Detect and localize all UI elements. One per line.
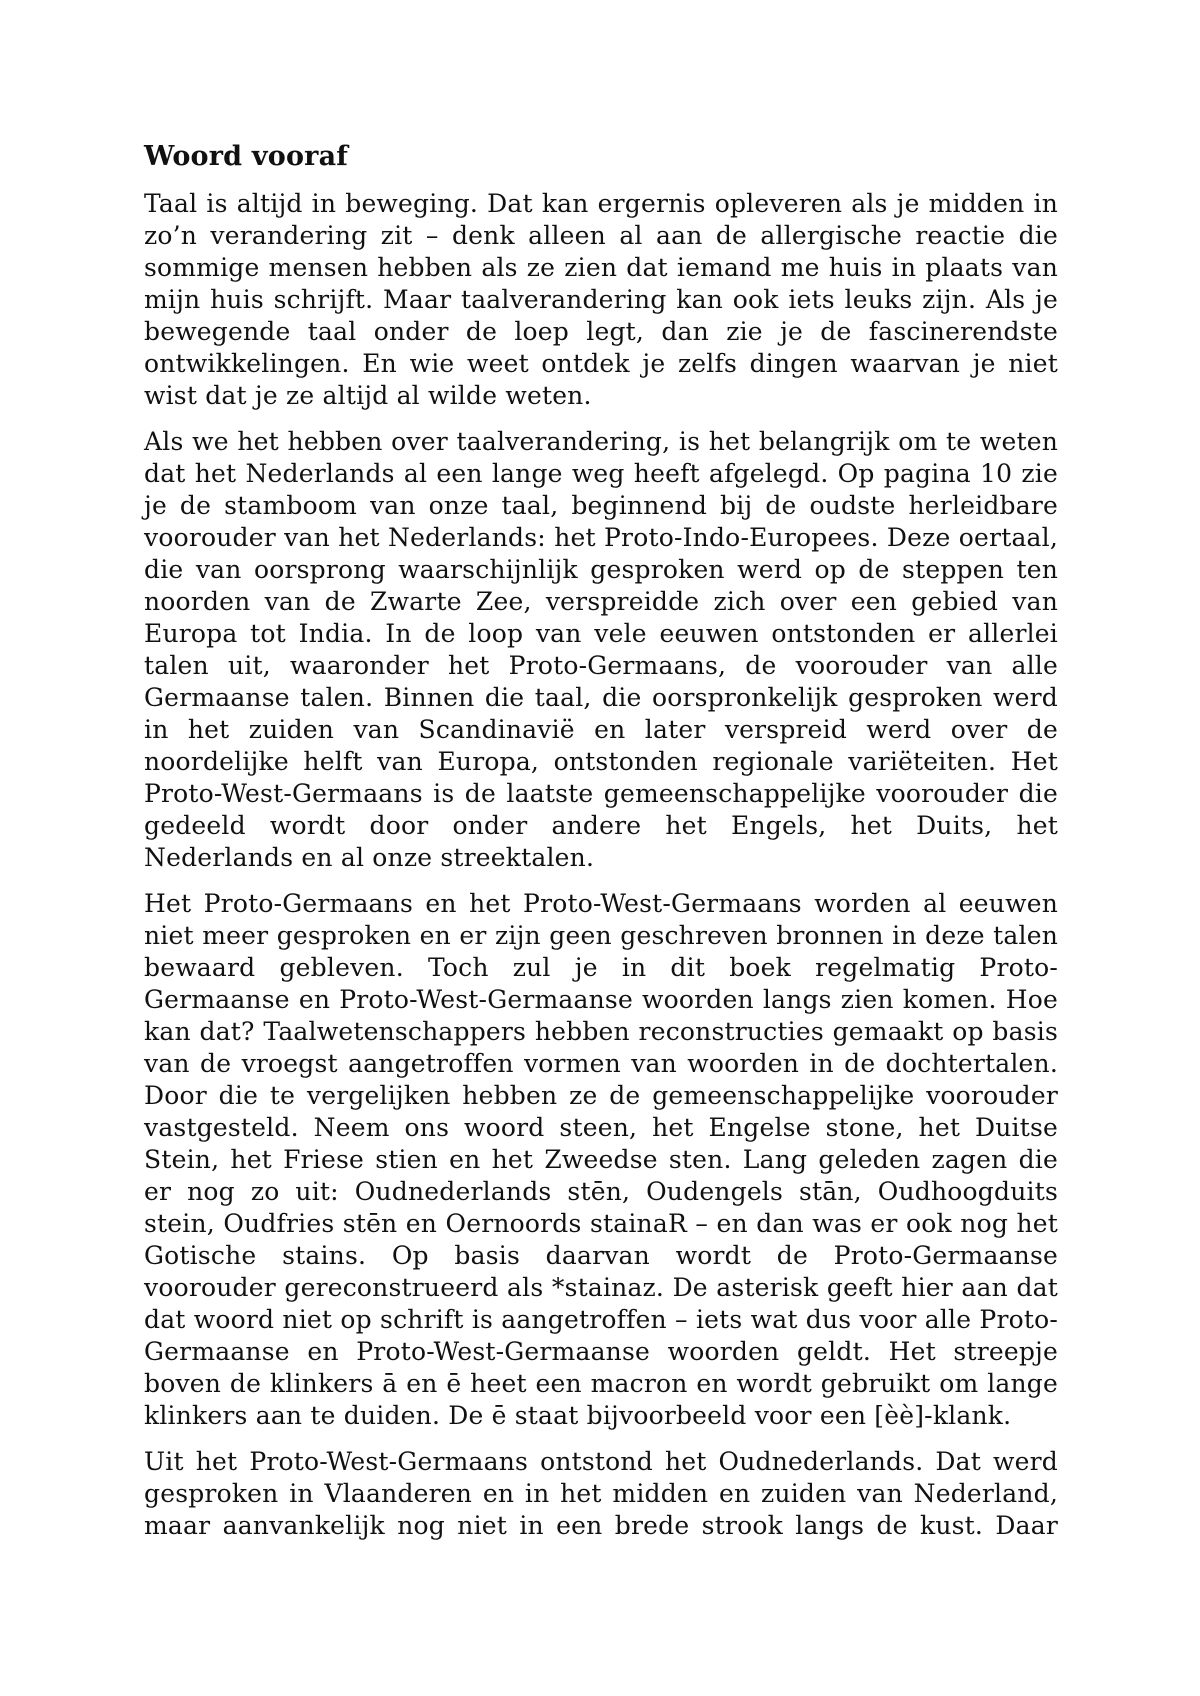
section-heading: Woord vooraf [144,141,349,172]
page-content [144,140,1058,1556]
paragraph: Taal is altijd in beweging. Dat kan ergernis opleveren als je midden in zo’n verandering zit – denk alleen al aan de allergische reactie die sommige mensen hebben als ze zien dat iemand me huis in plaats van mijn huis schrijft. Maar taalverandering kan ook iets leuks zijn. Als je bewegende taal onder de loep legt, dan zie je de fascinerendste ontwikkelingen. En wie weet ontdek je zelfs dingen waarvan je niet wist dat je ze altijd al wilde weten. [144,189,1058,410]
paragraph: Uit het Proto-West-Germaans ontstond het Oudnederlands. Dat werd gesproken in Vlaanderen en in het midden en zuiden van Nederland, maar aanvankelijk nog niet in een brede strook langs de kust. Daar [144,1447,1058,1540]
paragraph: Het Proto-Germaans en het Proto-West-Germaans worden al eeuwen niet meer gesproken en er zijn geen geschreven bronnen in deze talen bewaard gebleven. Toch zul je in dit boek regelmatig Proto-Germaanse en Proto-West-Germaanse woorden langs zien komen. Hoe kan dat? Taalwetenschappers hebben reconstructies gemaakt op basis van de vroegst aangetroffen vormen van woorden in de dochtertalen. Door die te vergelijken hebben ze de gemeenschappelijke voorouder vastgesteld. Neem ons woord steen, het Engelse stone, het Duitse Stein, het Friese stien en het Zweedse sten. Lang geleden zagen die er nog zo uit: Oudnederlands stēn, Oudengels stān, Oudhoogduits stein, Oudfries stēn en Oernoords stainaR – en dan was er ook nog het Gotische stains. Op basis daarvan wordt de Proto-Germaanse voorouder gereconstrueerd als *stainaz. De asterisk geeft hier aan dat dat woord niet op schrift is aangetroffen – iets wat dus voor alle Proto-Germaanse en Proto-West-Germaanse woorden geldt. Het streepje boven de klinkers ā en ē heet een macron en wordt gebruikt om lange klinkers aan te duiden. De ē staat bijvoorbeeld voor een [èè]-klank. [144,889,1058,1430]
paragraph: Als we het hebben over taalverandering, is het belangrijk om te weten dat het Nederlands al een lange weg heeft afgelegd. Op pagina 10 zie je de stamboom van onze taal, beginnend bij de oudste herleidbare voorouder van het Nederlands: het Proto-Indo-Europees. Deze oertaal, die van oorsprong waarschijnlijk gesproken werd op de steppen ten noorden van de Zwarte Zee, verspreidde zich over een gebied van Europa tot India. In de loop van vele eeuwen ontstonden er allerlei talen uit, waaronder het Proto-Germaans, de voorouder van alle Germaanse talen. Binnen die taal, die oorspronkelijk gesproken werd in het zuiden van Scandinavië en later verspreid werd over de noordelijke helft van Europa, ontstonden regionale variëteiten. Het Proto-West-Germaans is de laatste gemeenschappelijke voorouder die gedeeld wordt door onder andere het Engels, het Duits, het Nederlands en al onze streektalen. [144,427,1058,872]
